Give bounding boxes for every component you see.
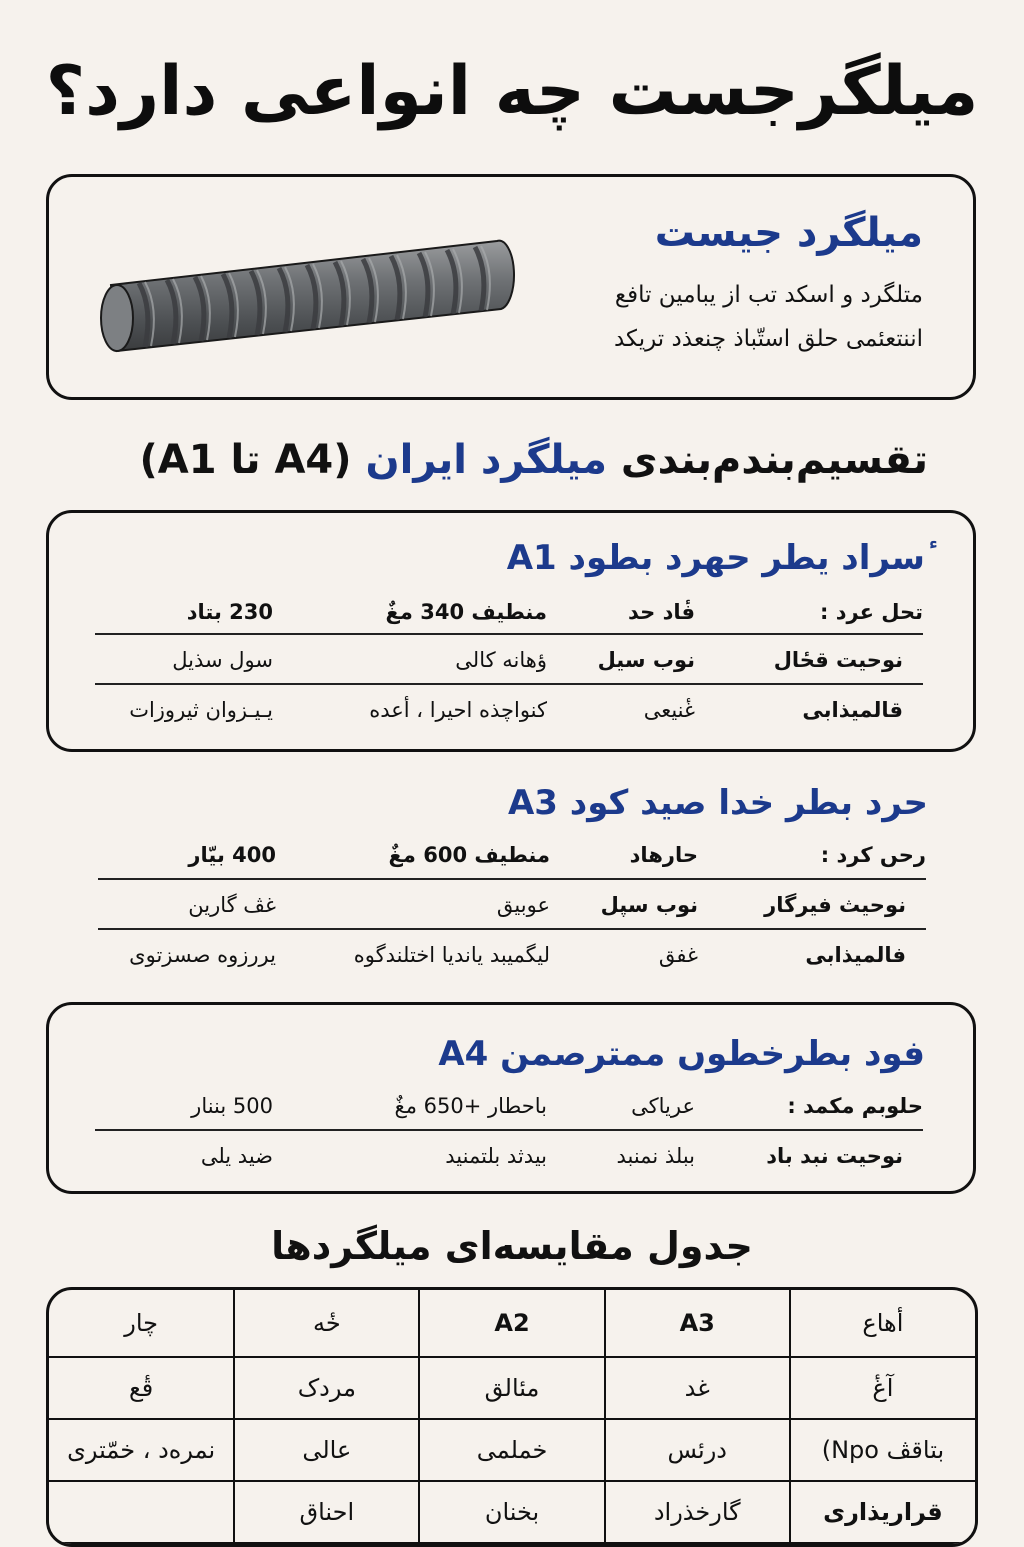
type-row bbox=[95, 683, 923, 735]
type-card-a4 bbox=[46, 1002, 976, 1194]
table-cell: عالی bbox=[234, 1419, 419, 1481]
table-cell: مردک bbox=[234, 1357, 419, 1419]
type-card-a3 bbox=[46, 768, 976, 994]
table-header-cell: خٔه bbox=[234, 1290, 419, 1357]
rebar-illustration bbox=[99, 235, 519, 365]
table-header-cell: A2 bbox=[419, 1290, 604, 1357]
heading-part: تقسیم‌بندم‌بندی bbox=[620, 437, 928, 483]
type-cell: بیدثد بلتمنید bbox=[445, 1144, 547, 1168]
type-cell: قالمیذابی bbox=[802, 698, 903, 722]
type-cell: 230 بتاد bbox=[186, 600, 273, 624]
type-cell: رحں کرد : bbox=[820, 843, 926, 867]
type-row bbox=[98, 830, 926, 880]
type-cell: غڤ گارین bbox=[188, 893, 276, 917]
type-cell: یـیـزوان ثیروزات bbox=[129, 698, 273, 722]
table-cell: غد bbox=[605, 1357, 790, 1419]
type-cell: ببلذ نمنبد bbox=[616, 1144, 695, 1168]
type-cell: نوحیت نبد باد bbox=[766, 1144, 903, 1168]
type-row bbox=[98, 928, 926, 980]
table-cell: احناق bbox=[234, 1481, 419, 1543]
table-cell: گارخذراد bbox=[605, 1481, 790, 1543]
table-cell: نمره‌د ، خمّتری bbox=[49, 1419, 234, 1481]
type-cell: منطیف 340 مغٌ bbox=[385, 600, 547, 624]
table-cell: آغٔ bbox=[790, 1357, 975, 1419]
type-cell: عوبیق bbox=[496, 893, 550, 917]
intro-text-line: اننتعئمی حلق استّباذ چنعذد تریکد bbox=[613, 326, 923, 352]
type-cell: غفق bbox=[658, 943, 698, 967]
type-cell: غٔنیعی bbox=[643, 698, 695, 722]
table-header-cell: چار bbox=[49, 1290, 234, 1357]
type-cell: ضید یلی bbox=[200, 1144, 273, 1168]
table-header-cell: A3 bbox=[605, 1290, 790, 1357]
type-cell: فٔاد حد bbox=[628, 600, 695, 624]
table-row bbox=[49, 1357, 975, 1419]
type-card-a1 bbox=[46, 510, 976, 752]
type-row bbox=[95, 1081, 923, 1131]
type-cell: کنواچذه احیرا ، أعده bbox=[369, 698, 547, 722]
type-cell: لیگمیبد یاندیا اختلندگوه bbox=[353, 943, 550, 967]
type-cell: نوحیت قحٔال bbox=[773, 648, 903, 672]
type-cell: حارهاد bbox=[629, 843, 698, 867]
type-cell: عریاکی bbox=[631, 1094, 695, 1118]
type-row bbox=[98, 878, 926, 930]
type-cell: نوب سیل bbox=[597, 648, 695, 672]
type-title: فود بطرخطوں ممترصمن A4 bbox=[438, 1034, 925, 1074]
comparison-table bbox=[46, 1287, 978, 1547]
table-cell: درئس bbox=[605, 1419, 790, 1481]
heading-range: (A4 تا A1) bbox=[139, 437, 352, 483]
type-row bbox=[95, 633, 923, 685]
type-title: حرد بطر خدا صید کود A3 bbox=[507, 783, 928, 823]
type-cell: تحل عرد : bbox=[820, 600, 923, 624]
type-cell: 500 بننار bbox=[191, 1094, 273, 1118]
intro-text-line: متلگرد و اسکد تب از یبامین تافع bbox=[614, 282, 923, 308]
table-cell: بتاقڤ Npo) bbox=[790, 1419, 975, 1481]
comparison-heading: جدول مقایسه‌ای میلگردها bbox=[271, 1224, 753, 1268]
type-row bbox=[95, 1129, 923, 1181]
classification-heading bbox=[140, 430, 929, 490]
type-cell: منطیف 600 مغٌ bbox=[388, 843, 550, 867]
page-title: میلگرجست چه انواعی دارد؟ bbox=[45, 52, 979, 131]
type-cell: حلوبم مکمد : bbox=[787, 1094, 923, 1118]
table-cell: قٔع bbox=[49, 1357, 234, 1419]
type-cell: نوب سپل bbox=[600, 893, 698, 917]
type-title: ٔسراد یطر حهرد بطود A1 bbox=[506, 538, 925, 578]
type-row bbox=[95, 587, 923, 637]
table-header-row bbox=[49, 1290, 975, 1357]
type-cell: 400 بیّار bbox=[188, 843, 276, 867]
intro-title: میلگرد جیست bbox=[654, 210, 923, 256]
intro-card bbox=[46, 174, 976, 400]
type-cell: سول سذیل bbox=[172, 648, 273, 672]
table-cell bbox=[49, 1481, 234, 1543]
heading-highlight: میلگرد ایران bbox=[365, 437, 607, 483]
table-row bbox=[49, 1481, 975, 1543]
type-cell: باحطار +650 مغٌ bbox=[394, 1094, 547, 1118]
table-cell: خملمی bbox=[419, 1419, 604, 1481]
table-cell: مئالق bbox=[419, 1357, 604, 1419]
table-header-cell: أهاع bbox=[790, 1290, 975, 1357]
type-cell: فالمیذابی bbox=[805, 943, 906, 967]
table-row bbox=[49, 1419, 975, 1481]
type-cell: یررزوه صسزتوی bbox=[129, 943, 276, 967]
type-cell: ؤهانه کالی bbox=[455, 648, 547, 672]
table-cell: قراریذاری bbox=[790, 1481, 975, 1543]
table-cell: بخنان bbox=[419, 1481, 604, 1543]
type-cell: نوحیث فیرگار bbox=[764, 893, 906, 917]
